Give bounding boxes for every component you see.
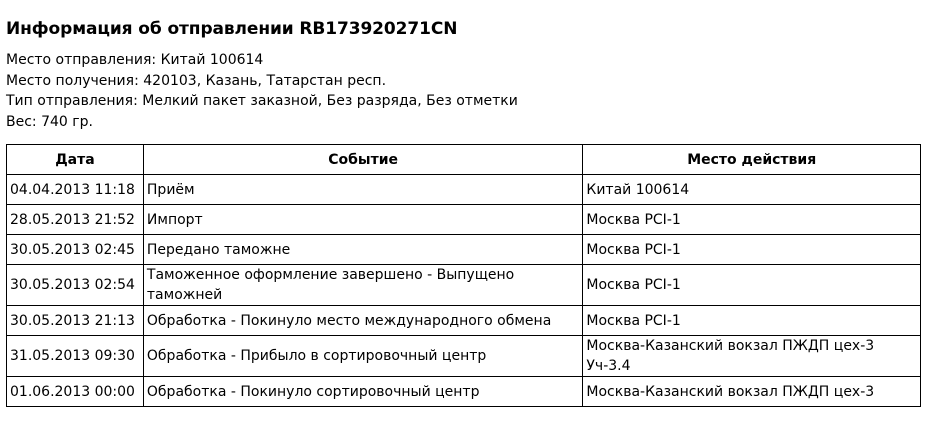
cell-place: Москва PCI-1 <box>583 306 921 336</box>
cell-place: Москва-Казанский вокзал ПЖДП цех-3 <box>583 377 921 407</box>
table-row <box>7 377 921 407</box>
column-header-place: Место действия <box>583 145 921 175</box>
cell-event: Таможенное оформление завершено - Выпущено таможней <box>143 265 582 306</box>
cell-place: Москва PCI-1 <box>583 235 921 265</box>
cell-event: Обработка - Прибыло в сортировочный центр <box>143 336 582 377</box>
cell-date: 31.05.2013 09:30 <box>7 336 144 377</box>
cell-date: 04.04.2013 11:18 <box>7 175 144 205</box>
column-header-date: Дата <box>7 145 144 175</box>
cell-place: Москва PCI-1 <box>583 265 921 306</box>
info-value: Мелкий пакет заказной, Без разряда, Без отметки <box>142 93 518 109</box>
cell-date: 30.05.2013 02:45 <box>7 235 144 265</box>
table-row <box>7 235 921 265</box>
cell-date: 28.05.2013 21:52 <box>7 205 144 235</box>
table-row <box>7 265 921 306</box>
cell-place: Москва PCI-1 <box>583 205 921 235</box>
info-value: 420103, Казань, Татарстан респ. <box>143 72 387 89</box>
table-row <box>7 336 921 377</box>
column-header-event: Событие <box>143 145 582 175</box>
table-header-row <box>7 145 921 175</box>
info-label: Место получения <box>6 72 135 89</box>
cell-date: 30.05.2013 21:13 <box>7 306 144 336</box>
info-origin: Место отправления: Китай 100614 <box>6 52 264 68</box>
table-row <box>7 306 921 336</box>
tracking-table <box>6 144 921 407</box>
info-weight: Вес: 740 гр. <box>6 113 93 130</box>
cell-event: Обработка - Покинуло сортировочный центр <box>143 377 582 407</box>
page-title: Информация об отправлении RB173920271CN <box>6 19 458 39</box>
info-destination: Место получения: 420103, Казань, Татарстан респ. <box>6 72 387 89</box>
cell-date: 30.05.2013 02:54 <box>7 265 144 306</box>
info-label: Место отправления <box>6 52 152 68</box>
cell-date: 01.06.2013 00:00 <box>7 377 144 407</box>
cell-event: Импорт <box>143 205 582 235</box>
info-label: Тип отправления <box>6 93 134 109</box>
cell-place: Китай 100614 <box>583 175 921 205</box>
cell-event: Передано таможне <box>143 235 582 265</box>
table-row <box>7 175 921 205</box>
shipment-info <box>6 50 518 132</box>
table-row <box>7 205 921 235</box>
info-value: 740 гр. <box>41 113 93 130</box>
cell-event: Приём <box>143 175 582 205</box>
cell-event: Обработка - Покинуло место международного обмена <box>143 306 582 336</box>
info-label: Вес <box>6 113 32 130</box>
cell-place: Москва-Казанский вокзал ПЖДП цех-3 Уч-3.4 <box>583 336 921 377</box>
info-value: Китай 100614 <box>160 52 264 68</box>
info-type: Тип отправления: Мелкий пакет заказной, Без разряда, Без отметки <box>6 93 518 109</box>
